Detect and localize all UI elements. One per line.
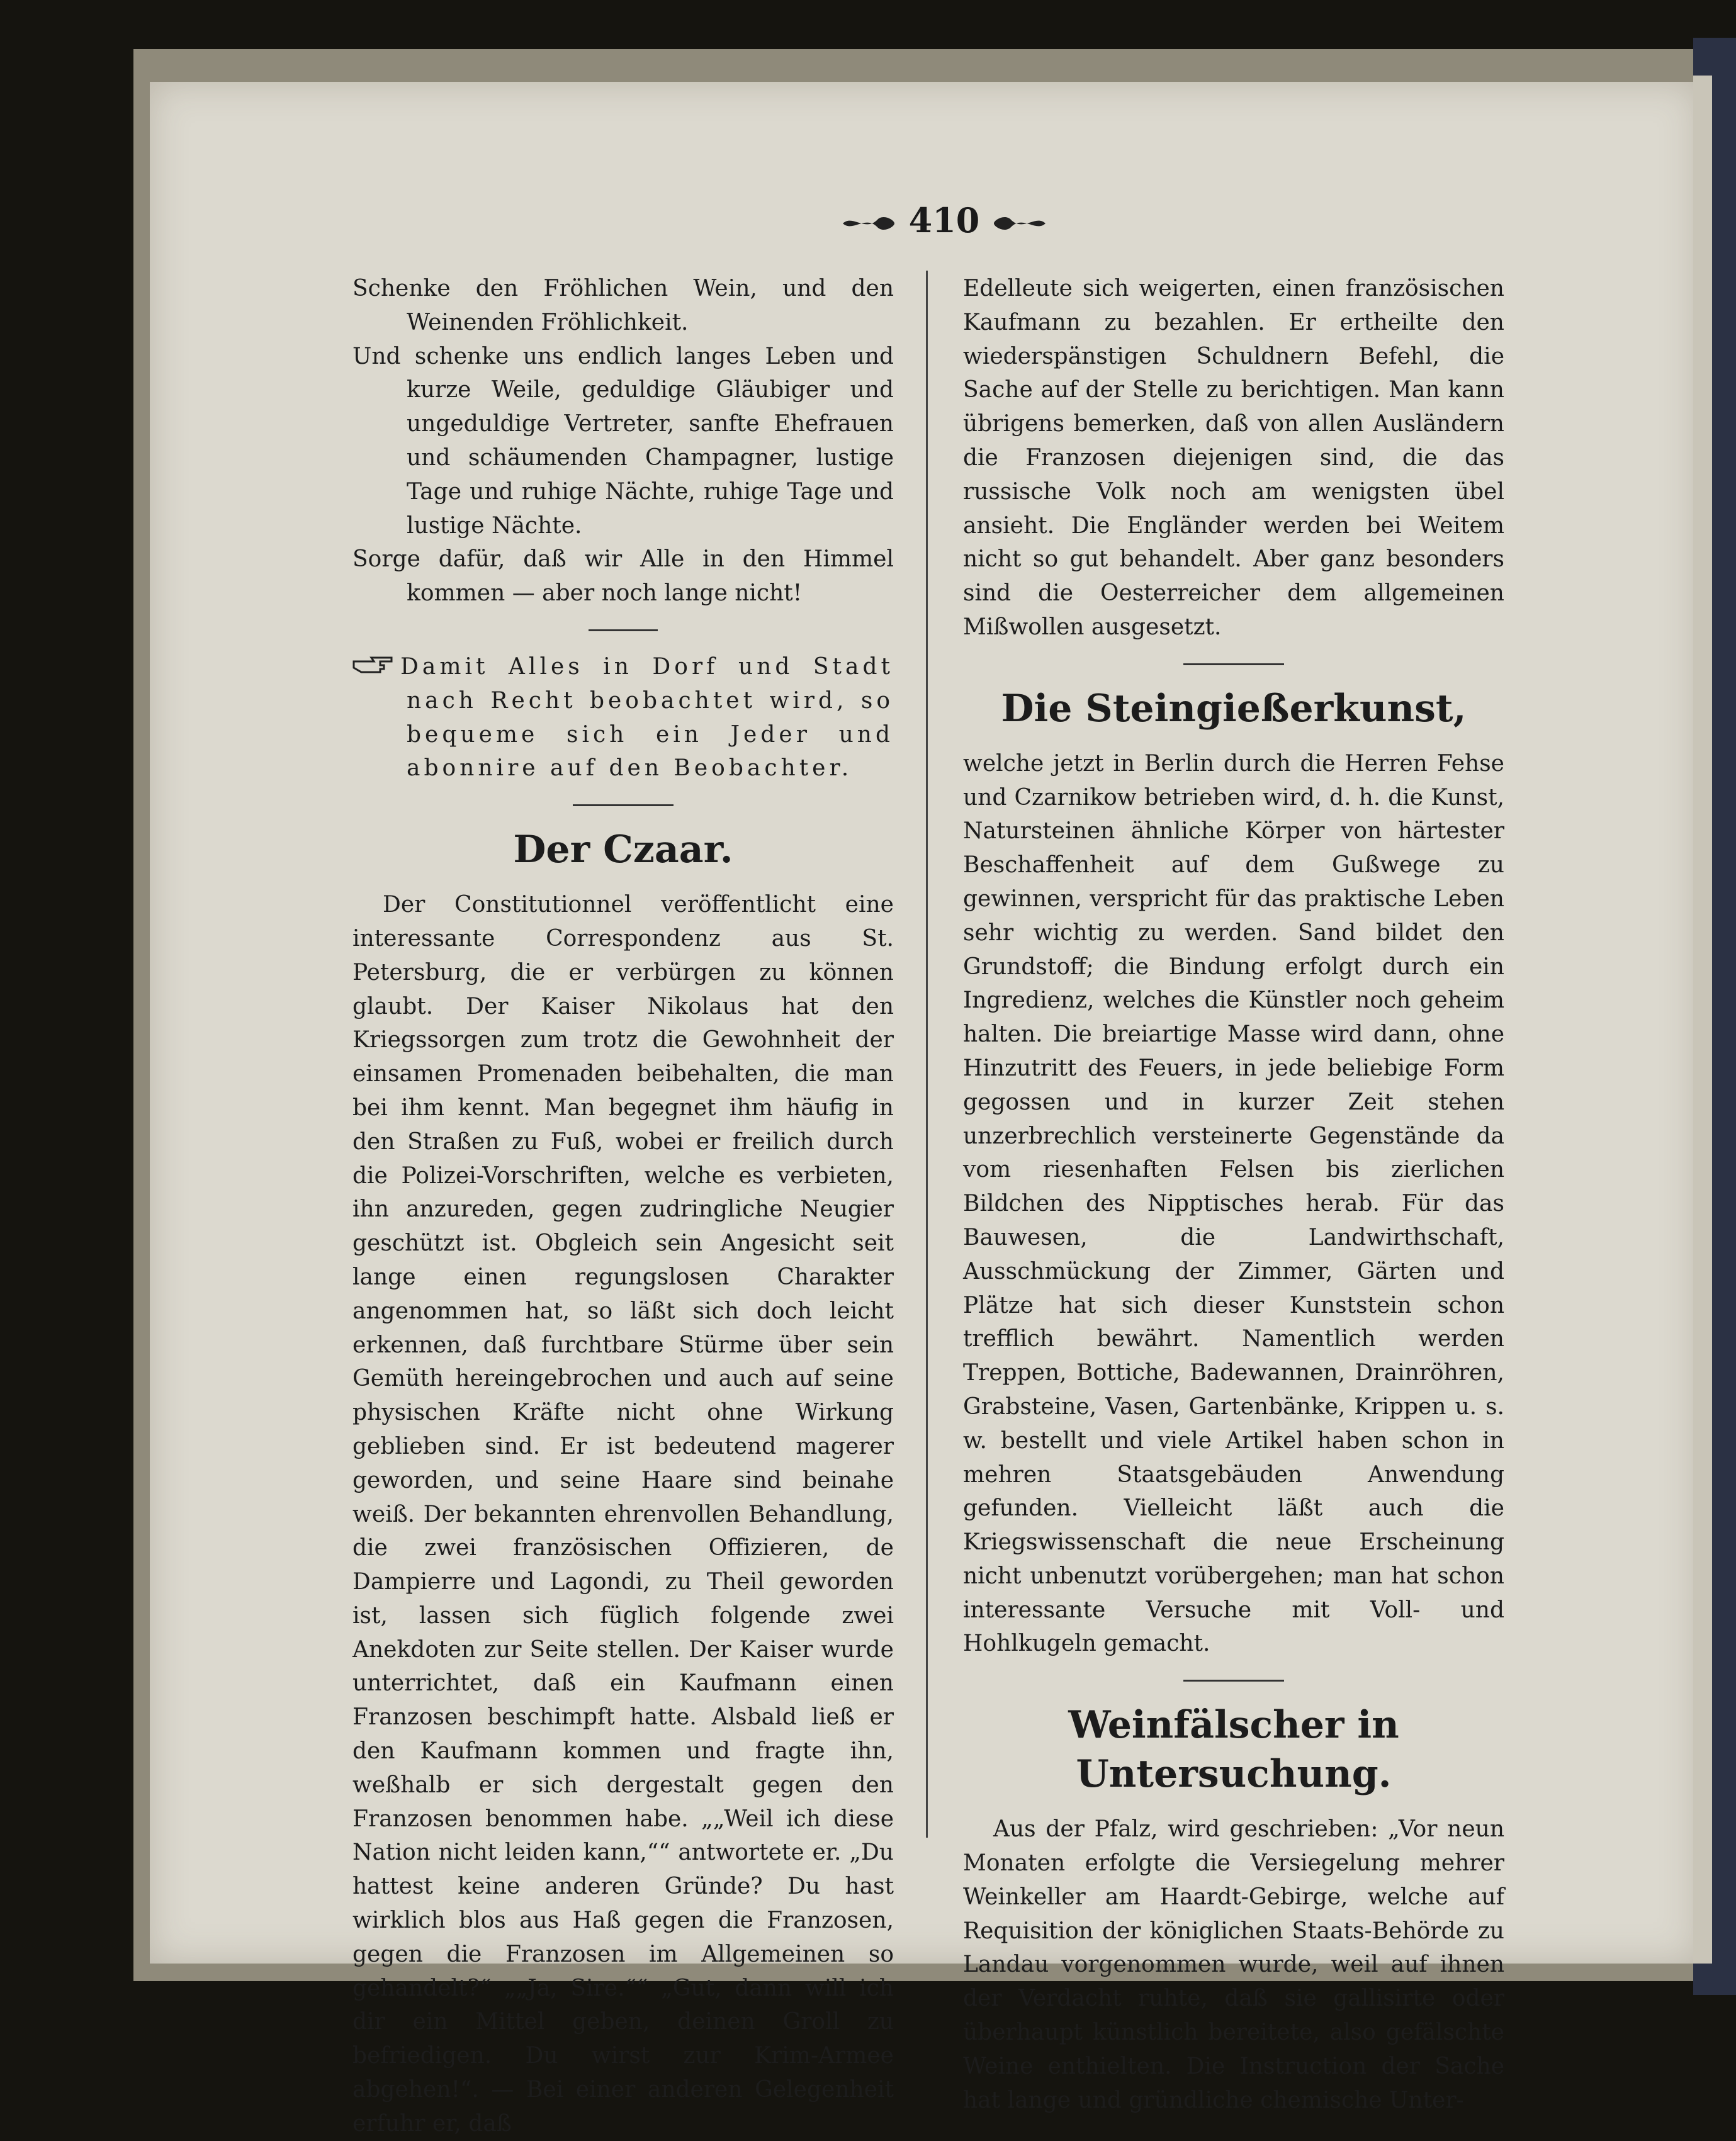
verse-line: Schenke den Fröhlichen Wein, und den Weinenden Fröhlichkeit. — [352, 276, 894, 335]
right-ornament-icon — [991, 215, 1048, 232]
page-number-header — [825, 200, 1064, 240]
article-title-wine: Weinfälscher in Untersuchung. — [1068, 1703, 1399, 1797]
verse-line: Und schenke uns endlich langes Leben und kurze Weile, geduldige Gläubiger und ungeduldige Vertreter, sanfte Ehefrauen und schäumenden Champagner, lustige Tage und ruhige Nächte, ruhige Tage und lustige Nächte. — [352, 343, 894, 539]
page-number: 410 — [908, 200, 980, 240]
left-ornament-icon — [840, 215, 897, 232]
article-body-czar-continued: Edelleute sich weigerten, einen französischen Kaufmann zu bezahlen. Er ertheilte den wiederspänstigen Schuldnern Befehl, die Sache auf der Stelle zu berichtigen. Man kann übrigens bemerken, daß von allen Ausländern die Franzosen diejenigen sind, die das russische Volk noch am wenigsten übel ansieht. Die Engländer werden bei Weitem nicht so gut behandelt. Aber ganz besonders sind die Oesterreicher dem allgemeinen Mißwollen ausgesetzt. — [963, 276, 1504, 640]
verse-line: Sorge dafür, daß wir Alle in den Himmel kommen — aber noch lange nicht! — [352, 546, 894, 607]
article-body-wine: Aus der Pfalz, wird geschrieben: „Vor neun Monaten erfolgte die Versiegelung mehrer Weinkeller am Haardt-Gebirge, welche auf Requisition der königlichen Staats-Behörde zu Landau vorgenommen wurde, weil auf ihnen der Verdacht ruhte, daß sie gallisirte oder überhaupt künstlich bereitete, also gefälschte Weine enthielten. Die Instruction der Sache hat lange und gründliche chemische Unter- — [963, 1816, 1504, 2113]
separator-rule — [573, 804, 674, 806]
separator-rule — [1183, 1680, 1284, 1682]
column-divider — [926, 271, 928, 1838]
subscription-notice: Damit Alles in Dorf und Stadt nach Recht beobachtet wird, so bequeme sich ein Jeder und abonnire auf den Beobachter. — [352, 650, 894, 785]
left-column — [352, 272, 894, 2141]
article-title-czar: Der Czaar. — [513, 828, 733, 872]
article-body-czar: Der Constitutionnel veröffentlicht eine interessante Correspondenz aus St. Petersburg, die er verbürgen zu können glaubt. Der Kaiser Nikolaus hat den Kriegssorgen zum trotz die Gewohnheit der einsamen Promenaden beibehalten, die man bei ihm kennt. Man begegnet ihm häufig in den Straßen zu Fuß, wobei er freilich durch die Polizei-Vorschriften, welche es verbieten, ihn anzureden, gegen zudringliche Neugier geschützt ist. Obgleich sein Angesicht seit lange einen regungslosen Charakter angenommen hat, so läßt sich doch leicht erkennen, daß furchtbare Stürme über sein Gemüth hereingebrochen und auch auf seine physischen Kräfte nicht ohne Wirkung geblieben sind. Er ist bedeutend magerer geworden, und seine Haare sind beinahe weiß. Der bekannten ehrenvollen Behandlung, die zwei französischen Offizieren, de Dampierre und Lagondi, zu Theil geworden ist, lassen sich füglich folgende zwei Anekdoten zur Seite stellen. Der Kaiser wurde unterrichtet, daß ein Kaufmann einen Franzosen beschimpft hatte. Alsbald ließ er den Kaufmann kommen und fragte ihn, weßhalb er sich dergestalt gegen den Franzosen benommen habe. „„Weil ich diese Nation nicht leiden kann,““ antwortete er. „Du hattest keine anderen Gründe? Du hast wirklich blos aus Haß gegen die Franzosen, gegen die Franzosen im Allgemeinen so gehandelt?“ „„Ja, Sire.““ „Gut, dann will ich dir ein Mittel geben, deinen Groll zu befriedigen. Du wirst zur Krim-Armee abgehen!“. — Bei einer anderen Gelegenheit erfuhr er, daß — [352, 892, 894, 2137]
separator-rule — [589, 629, 658, 631]
article-body-stone: welche jetzt in Berlin durch die Herren Fehse und Czarnikow betrieben wird, d. h. die Kunst, Natursteinen ähnliche Körper von härtester Beschaffenheit auf dem Gußwege zu gewinnen, verspricht für das praktische Leben sehr wichtig zu werden. Sand bildet den Grundstoff; die Bindung erfolgt durch ein Ingredienz, welches die Künstler noch geheim halten. Die breiartige Masse wird dann, ohne Hinzutritt des Feuers, in jede beliebige Form gegossen und in kurzer Zeit stehen unzerbrechlich versteinerte Gegenstände da vom riesenhaften Felsen bis zierlichen Bildchen des Nipptisches herab. Für das Bauwesen, die Landwirthschaft, Ausschmückung der Zimmer, Gärten und Plätze hat sich dieser Kunststein schon trefflich bewährt. Namentlich werden Treppen, Bottiche, Badewannen, Drainröhren, Grabsteine, Vasen, Gartenbänke, Krippen u. s. w. bestellt und viele Artikel haben schon in mehren Staatsgebäuden Anwendung gefunden. Vielleicht läßt auch die Kriegswissenschaft die neue Erscheinung nicht unbenutzt vorübergehen; man hat schon interessante Versuche mit Voll- und Hohlkugeln gemacht. — [963, 750, 1504, 1657]
separator-rule — [1183, 663, 1284, 665]
pointing-hand-icon — [352, 650, 400, 684]
page-edge — [1693, 76, 1712, 1964]
article-title-stone: Die Steingießerkunst, — [1001, 686, 1467, 731]
right-column — [963, 272, 1504, 2117]
